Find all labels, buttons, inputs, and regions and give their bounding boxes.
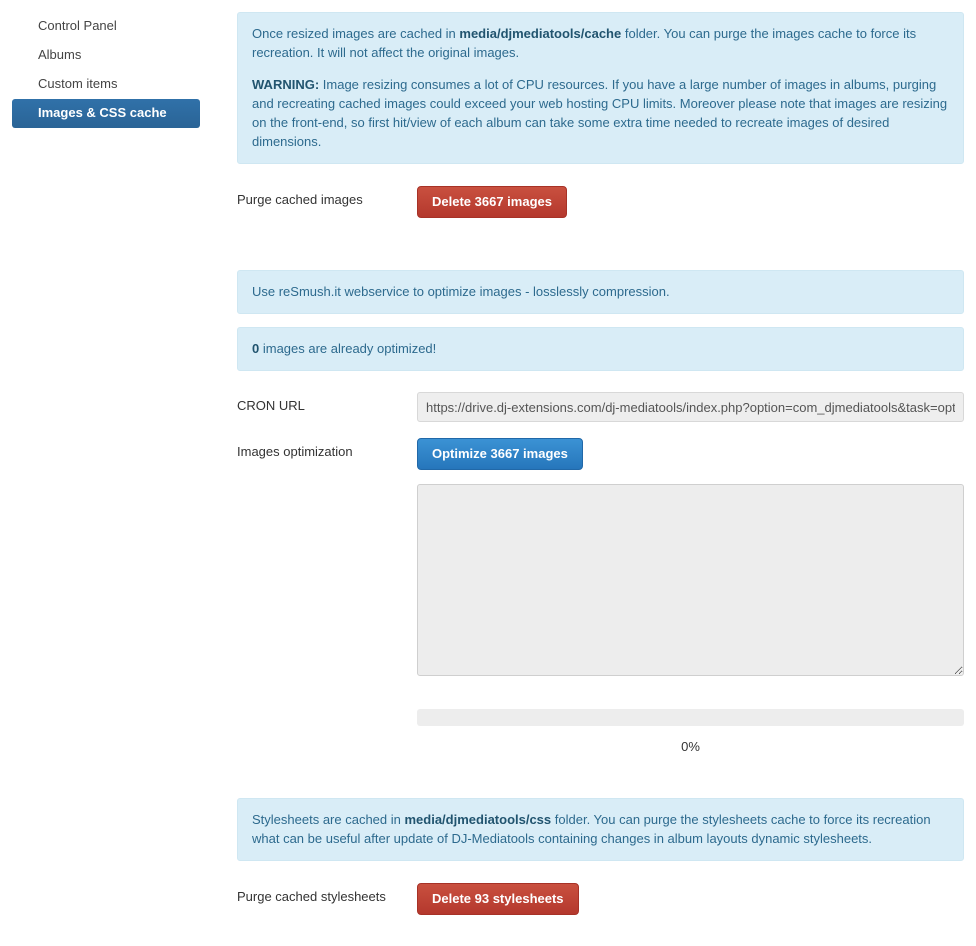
cron-url-input[interactable] (417, 392, 964, 422)
delete-images-button[interactable]: Delete 3667 images (417, 186, 567, 218)
sidebar-item-label: Custom items (38, 76, 118, 91)
optimization-log-row (237, 484, 964, 676)
images-cache-warning (252, 75, 949, 151)
main-content (237, 12, 964, 915)
optimized-count-line (252, 339, 949, 358)
warning-text: Image resizing consumes a lot of CPU resources. If you have a large number of images in albums, purging and recreating cached images could exceed your web hosting CPU limits. Moreover please note that images are resizing on the front-end, so first hit/view of each album can take some extra time needed to recreate images of desired dimensions. (252, 77, 948, 149)
optimization-progress-spacer (237, 709, 417, 715)
optimization-log-textarea[interactable] (417, 484, 964, 676)
sidebar-item-custom-items[interactable] (12, 70, 200, 99)
purge-stylesheets-label: Purge cached stylesheets (237, 889, 386, 904)
optimized-count-text: images are already optimized! (259, 341, 437, 356)
images-optimization-label: Images optimization (237, 444, 353, 459)
sidebar-item-label: Albums (38, 47, 82, 62)
css-cache-notice (237, 798, 964, 861)
optimization-progress-row (237, 709, 964, 754)
sidebar-item-control-panel[interactable] (12, 12, 200, 41)
css-folder-path: media/djmediatools/css (404, 812, 552, 827)
css-cache-notice-text (252, 810, 949, 848)
images-cache-notice-line1 (252, 24, 949, 62)
css-notice-pre: Stylesheets are cached in (252, 812, 405, 827)
sidebar-item-images-css-cache[interactable] (12, 99, 200, 128)
warning-label: WARNING: (252, 77, 320, 92)
purge-images-row (237, 186, 964, 218)
progress-percent-label: 0% (681, 739, 700, 754)
purge-images-label: Purge cached images (237, 192, 363, 207)
optimized-count-value: 0 (252, 341, 260, 356)
optimized-count-notice (237, 327, 964, 371)
resmush-notice (237, 270, 964, 314)
optimization-log-spacer (237, 484, 417, 490)
purge-stylesheets-row (237, 883, 964, 915)
delete-stylesheets-button[interactable]: Delete 93 stylesheets (417, 883, 579, 915)
sidebar-item-label: Control Panel (38, 18, 117, 33)
sidebar (12, 12, 200, 128)
css-notice-post: folder. You can purge the stylesheets cache to force its recreation what can be useful after update of DJ-Mediatools containing changes in album layouts dynamic stylesheets. (252, 812, 931, 846)
notice-text-pre: Once resized images are cached in (252, 26, 460, 41)
progress-track (417, 709, 964, 726)
images-optimization-row (237, 438, 964, 470)
notice-text-post: folder. You can purge the images cache to force its recreation. It will not affect the original images. (252, 26, 917, 60)
sidebar-item-albums[interactable] (12, 41, 200, 70)
cache-folder-path: media/djmediatools/cache (459, 26, 622, 41)
images-cache-notice (237, 12, 964, 164)
cron-url-row (237, 392, 964, 422)
sidebar-item-label: Images & CSS cache (38, 105, 167, 120)
resmush-notice-text: Use reSmush.it webservice to optimize images - losslessly compression. (252, 284, 670, 299)
optimize-images-button[interactable]: Optimize 3667 images (417, 438, 583, 470)
cron-url-label: CRON URL (237, 398, 305, 413)
